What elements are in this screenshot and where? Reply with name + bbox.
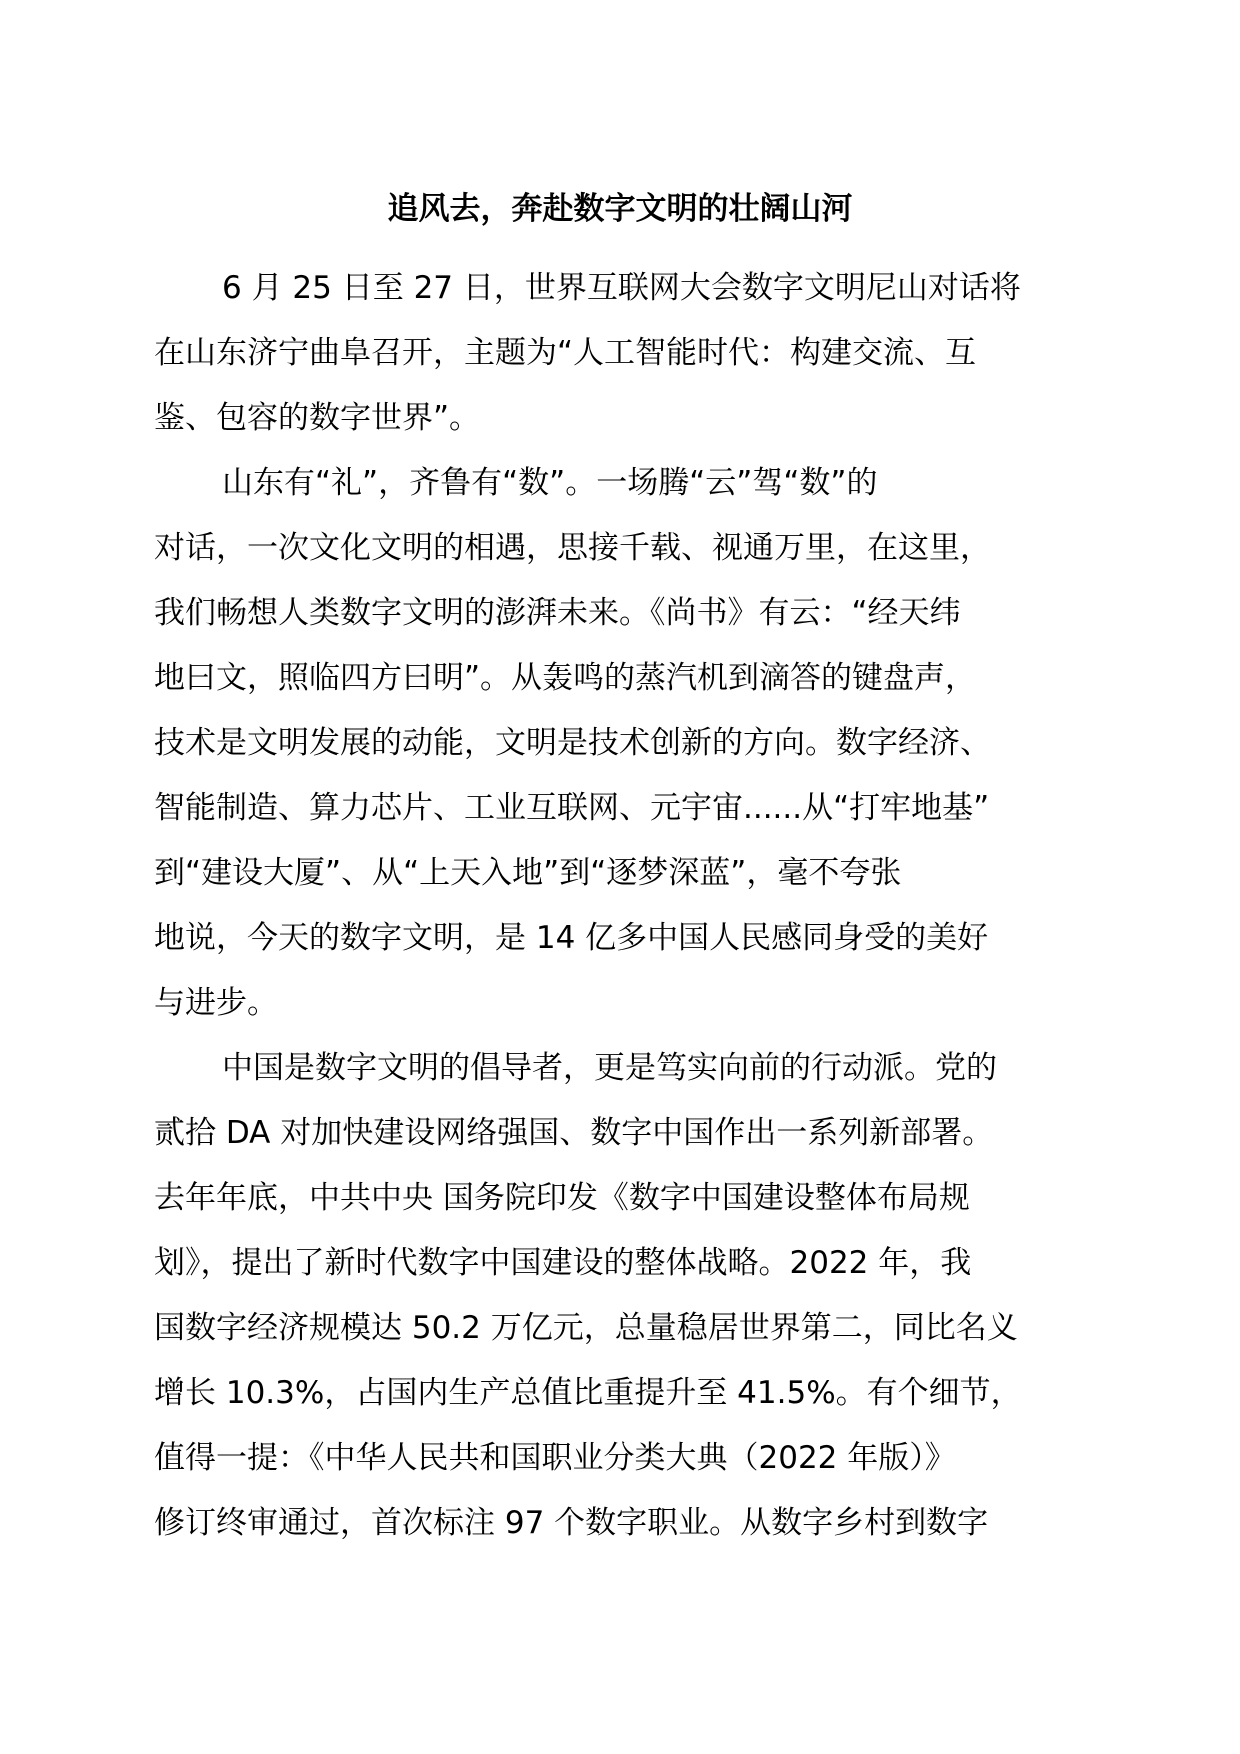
paragraph-2-line-9: 与进步。 [154, 985, 278, 1021]
paragraph-3-line-3: 去年年底，中共中央 国务院印发《数字中国建设整体布局规 [154, 1180, 970, 1216]
paragraph-2-line-7: 到“建设大厦”、从“上天入地”到“逐梦深蓝”，毫不夸张 [154, 855, 902, 891]
paragraph-2-line-6: 智能制造、算力芯片、工业互联网、元宇宙......从“打牢地基” [154, 790, 990, 826]
paragraph-2-line-1: 山东有“礼”，齐鲁有“数”。一场腾“云”驾“数”的 [222, 465, 878, 501]
paragraph-3-line-7: 值得一提：《中华人民共和国职业分类大典（2022 年版）》 [154, 1440, 956, 1476]
document-title: 追风去，奔赴数字文明的壮阔山河 [387, 191, 853, 227]
paragraph-1-line-2: 在山东济宁曲阜召开，主题为“人工智能时代：构建交流、互 [154, 335, 977, 371]
document-body [154, 256, 1094, 1556]
paragraph-2-line-3: 我们畅想人类数字文明的澎湃未来。《尚书》有云：“经天纬 [154, 595, 961, 631]
paragraph-3-line-1: 中国是数字文明的倡导者，更是笃实向前的行动派。党的 [222, 1050, 997, 1086]
paragraph-2-line-8: 地说，今天的数字文明，是 14 亿多中国人民感同身受的美好 [154, 920, 989, 956]
paragraph-3-line-2: 贰拾 DA 对加快建设网络强国、数字中国作出一系列新部署。 [154, 1115, 994, 1151]
paragraph-3-line-8: 修订终审通过，首次标注 97 个数字职业。从数字乡村到数字 [154, 1505, 989, 1541]
paragraph-3-line-4: 划》，提出了新时代数字中国建设的整体战略。2022 年，我 [154, 1245, 972, 1281]
paragraph-2-line-4: 地曰文，照临四方曰明”。从轰鸣的蒸汽机到滴答的键盘声， [154, 660, 977, 696]
paragraph-1-line-3: 鉴、包容的数字世界”。 [154, 400, 481, 436]
paragraph-3-line-6: 增长 10.3%，占国内生产总值比重提升至 41.5%。有个细节， [154, 1375, 1022, 1411]
paragraph-3-line-5: 国数字经济规模达 50.2 万亿元，总量稳居世界第二，同比名义 [154, 1310, 1018, 1346]
paragraph-2-line-2: 对话，一次文化文明的相遇，思接千载、视通万里，在这里， [154, 530, 991, 566]
paragraph-1-line-1: 6 月 25 日至 27 日，世界互联网大会数字文明尼山对话将 [222, 270, 1021, 306]
paragraph-2-line-5: 技术是文明发展的动能，文明是技术创新的方向。数字经济、 [154, 725, 991, 761]
